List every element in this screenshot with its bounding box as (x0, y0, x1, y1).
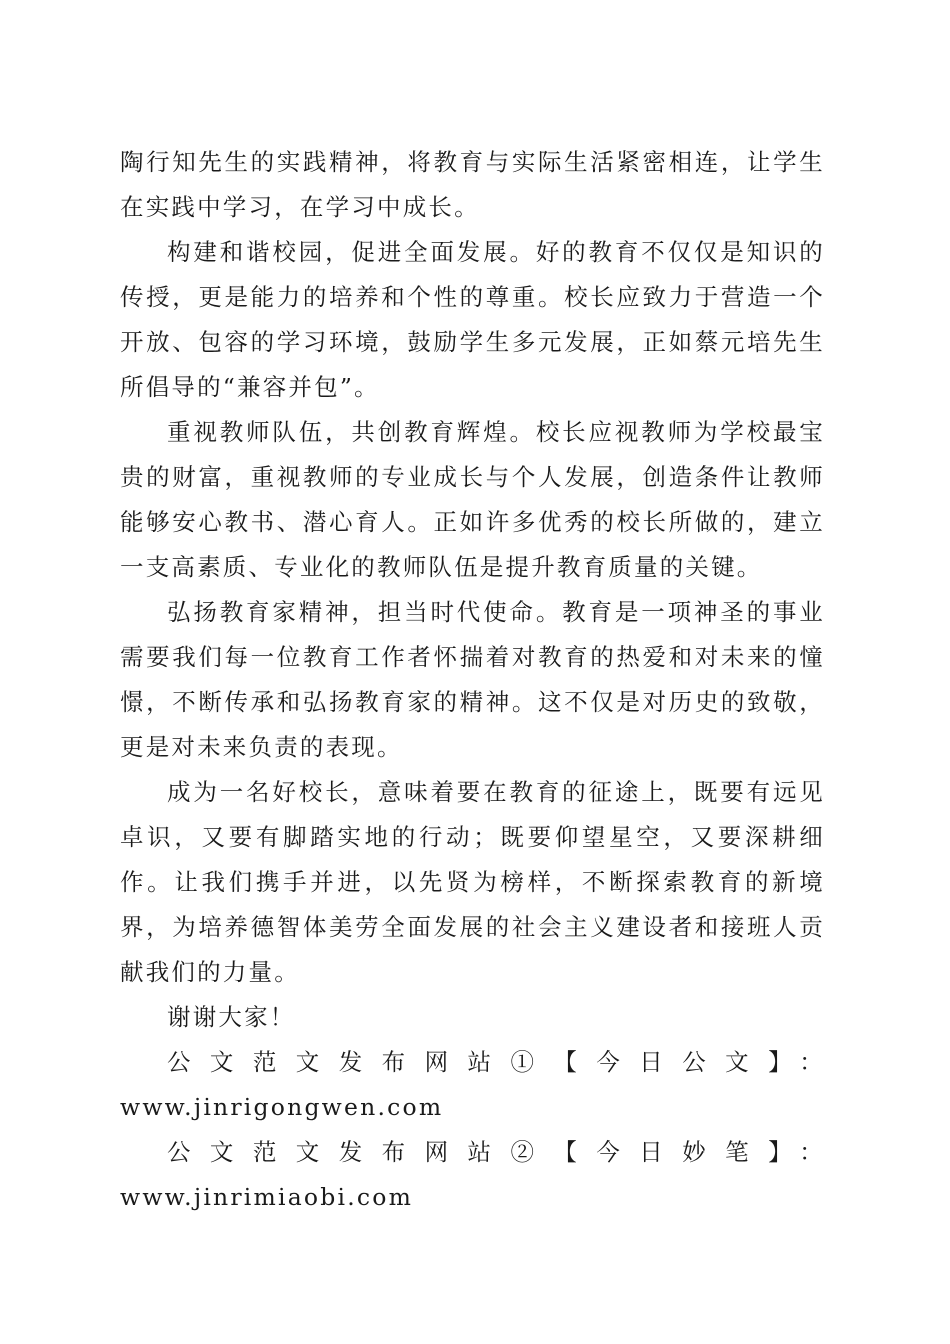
footer-site1-label: 公文范文发布网站①【今日公文】： (167, 1048, 825, 1076)
document-body (120, 140, 825, 1220)
paragraph-educator-spirit: 弘扬教育家精神，担当时代使命。教育是一项神圣的事业需要我们每一位教育工作者怀揣着对教育的热爱和对未来的憧憬，不断传承和弘扬教育家的精神。这不仅是对历史的致敬，更是对未来负责的表现。 (120, 598, 825, 761)
paragraph-good-principal: 成为一名好校长，意味着要在教育的征途上，既要有远见卓识，又要有脚踏实地的行动；既要仰望星空，又要深耕细作。让我们携手并进，以先贤为榜样，不断探索教育的新境界，为培养德智体美劳全面发展的社会主义建设者和接班人贡献我们的力量。 (120, 778, 825, 986)
paragraph-thanks: 谢谢大家！ (167, 1003, 296, 1031)
footer-site1-url[interactable]: www.jinrigongwen.com (120, 1093, 444, 1121)
paragraph-harmonious-campus: 构建和谐校园，促进全面发展。好的教育不仅仅是知识的传授，更是能力的培养和个性的尊重。校长应致力于营造一个开放、包容的学习环境，鼓励学生多元发展，正如蔡元培先生所倡导的“兼容并包”。 (120, 238, 825, 401)
paragraph-continuation: 陶行知先生的实践精神，将教育与实际生活紧密相连，让学生在实践中学习，在学习中成长。 (120, 148, 825, 221)
paragraph-teacher-team: 重视教师队伍，共创教育辉煌。校长应视教师为学校最宝贵的财富，重视教师的专业成长与个人发展，创造条件让教师能够安心教书、潜心育人。正如许多优秀的校长所做的，建立一支高素质、专业化的教师队伍是提升教育质量的关键。 (120, 418, 825, 581)
footer-site2[interactable]: 公文范文发布网站②【今日妙笔】：www.jinrimiaobi.com (120, 1138, 825, 1211)
